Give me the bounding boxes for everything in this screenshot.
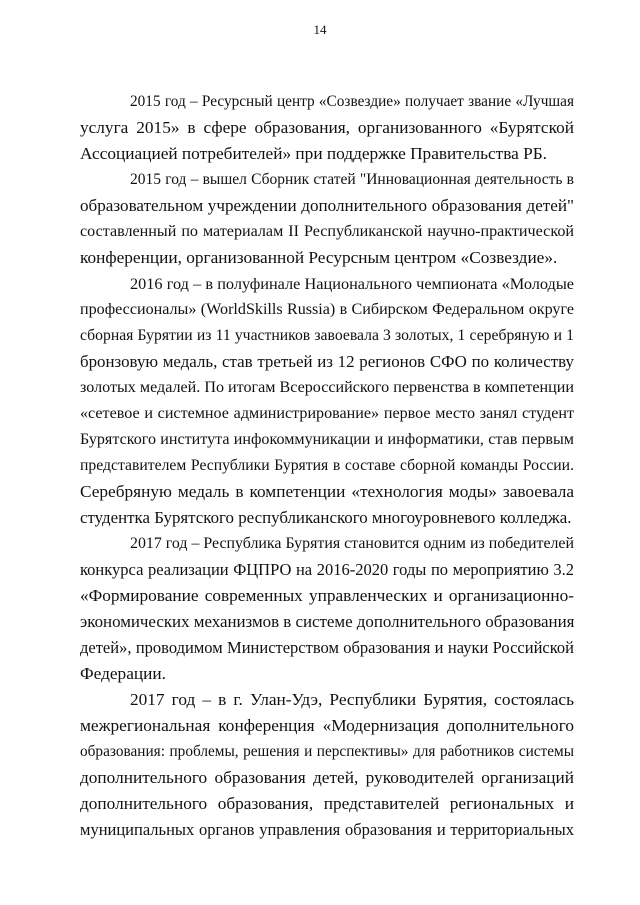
paragraph-line: конференции, организованной Ресурсным центром «Созвездие». [80,248,558,267]
paragraph-line: 2015 год – вышел Сборник статей "Инновационная деятельность в [130,171,574,188]
paragraph-line: дополнительного образования, представителей региональных и [80,794,574,813]
paragraph-line: бронзовую медаль, став третьей из 12 регионов СФО по количеству [80,352,574,371]
paragraph-line: дополнительного образования детей, руководителей организаций [80,768,574,787]
paragraph-line: экономических механизмов в системе дополнительного образования [80,612,575,631]
paragraph-line: Серебряную медаль в компетенции «технология моды» завоевала [80,482,574,501]
paragraph-line: золотых медалей. По итогам Всероссийского первенства в компетенции [80,379,574,396]
paragraph-line: муниципальных органов управления образования и территориальных [80,820,574,839]
paragraph-line: «сетевое и системное администрирование» первое место занял студент [80,405,574,422]
paragraph-line: «Формирование современных управленческих и организационно- [80,586,574,605]
paragraph-line: студентка Бурятского республиканского многоуровневого колледжа. [80,508,572,527]
paragraph-line: профессионалы» (WorldSkills Russia) в Сибирском Федеральном округе [80,301,574,318]
paragraph-line: детей», проводимом Министерством образования и науки Российской [80,638,574,657]
paragraph-line: Ассоциацией потребителей» при поддержке Правительства РБ. [80,144,547,163]
paragraph-line: 2017 год – в г. Улан-Удэ, Республики Бурятия, состоялась [130,690,574,709]
paragraph-line: услуга 2015» в сфере образования, организованного «Бурятской [80,118,574,137]
paragraph-line: 2015 год – Ресурсный центр «Созвездие» получает звание «Лучшая [130,93,574,110]
paragraph-line: сборная Бурятии из 11 участников завоевала 3 золотых, 1 серебряную и 1 [80,327,574,344]
paragraph-line: 2016 год – в полуфинале Национального чемпионата «Молодые [130,274,574,293]
paragraph-line: Федерации. [80,664,166,683]
paragraph-line: 2017 год – Республика Бурятия становится одним из победителей [130,535,574,552]
paragraph-line: составленный по материалам II Республиканской научно-практической [80,223,574,240]
page-number: 14 [313,22,327,37]
paragraph-line: образовательном учреждении дополнительного образования детей" [80,196,574,215]
paragraph-line: образования: проблемы, решения и перспективы» для работников системы [80,743,574,760]
paragraph-line: конкурса реализации ФЦПРО на 2016-2020 годы по мероприятию 3.2 [80,560,574,579]
paragraph-line: Бурятского института инфокоммуникации и информатики, став первым [80,431,574,448]
paragraph-line: межрегиональная конференция «Модернизация дополнительного [80,716,574,735]
paragraph-line: представителем Республики Бурятия в составе сборной команды России. [80,457,574,474]
